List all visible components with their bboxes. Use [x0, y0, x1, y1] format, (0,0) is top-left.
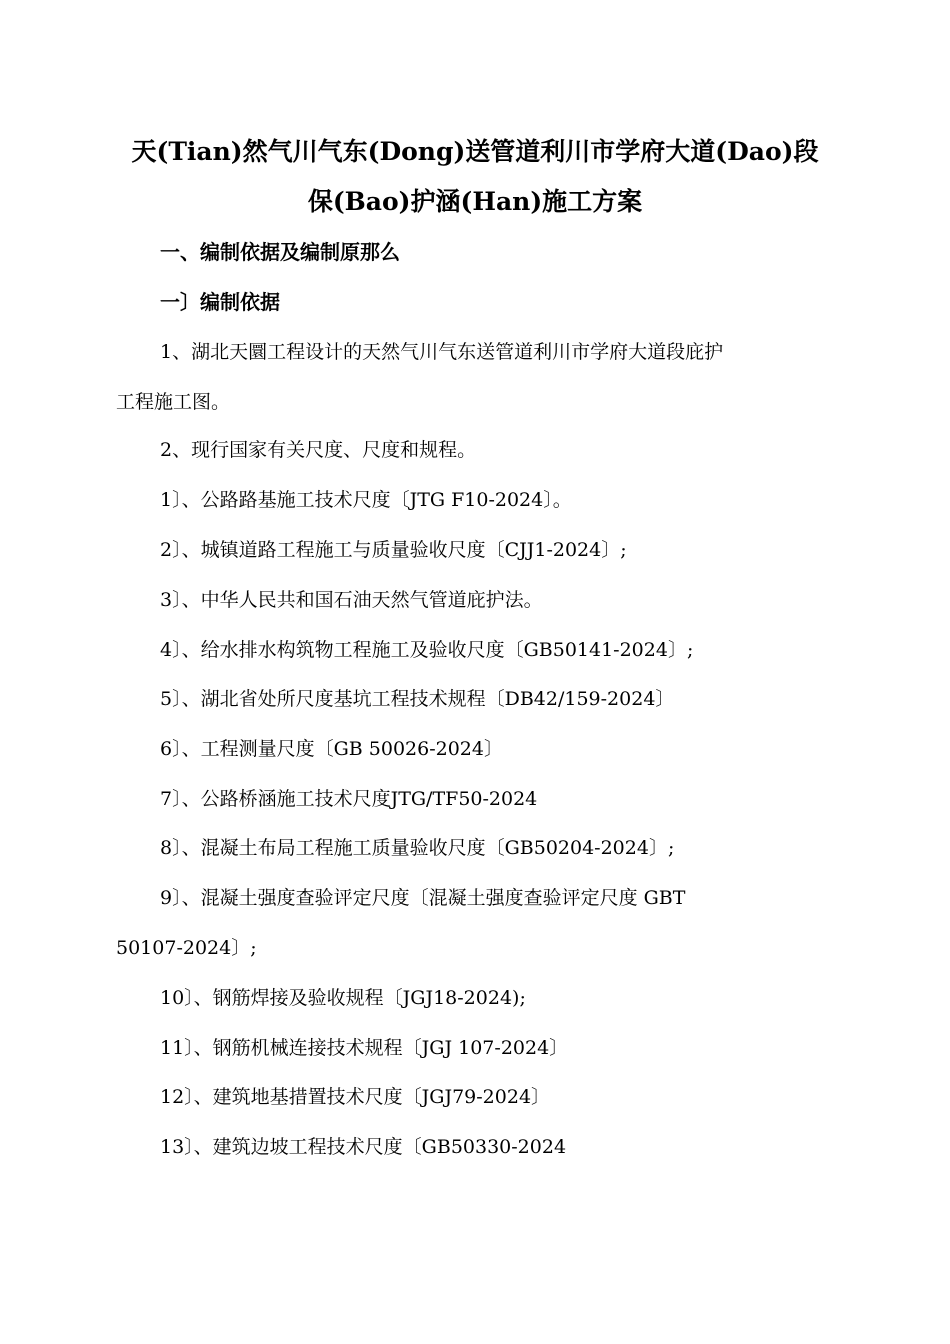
list-item: 3〕、中华人民共和国石油天然气管道庇护法。 — [160, 589, 543, 611]
list-item: 2〕、城镇道路工程施工与质量验收尺度〔CJJ1-2024〕; — [160, 539, 627, 561]
item-9-line-2: 50107-2024〕; — [116, 937, 257, 959]
subsection-heading: 一〕编制依据 — [160, 290, 280, 314]
section-heading: 一、编制依据及编制原那么 — [160, 240, 400, 264]
list-item: 12〕、建筑地基措置技术尺度〔JGJ79-2024〕 — [160, 1086, 551, 1108]
list-item: 1〕、公路路基施工技术尺度〔JTG F10-2024〕。 — [160, 489, 572, 511]
list-item: 5〕、湖北省处所尺度基坑工程技术规程〔DB42/159-2024〕 — [160, 688, 675, 710]
item-2: 2、现行国家有关尺度、尺度和规程。 — [160, 439, 477, 461]
list-item: 11〕、钢筋机械连接技术规程〔JGJ 107-2024〕 — [160, 1037, 569, 1059]
list-item: 6〕、工程测量尺度〔GB 50026-2024〕 — [160, 738, 503, 760]
document-title-line-1: 天(Tian)然气川气东(Dong)送管道利川市学府大道(Dao)段 — [131, 137, 819, 166]
list-item: 10〕、钢筋焊接及验收规程〔JGJ18-2024); — [160, 987, 526, 1009]
list-item: 8〕、混凝土布局工程施工质量验收尺度〔GB50204-2024〕; — [160, 837, 675, 859]
item-1-line-1: 1、湖北天圜工程设计的天然气川气东送管道利川市学府大道段庇护 — [160, 341, 724, 363]
document-title-line-2: 保(Bao)护涵(Han)施工方案 — [307, 187, 643, 216]
item-1-line-2: 工程施工图。 — [116, 391, 231, 413]
list-item: 13〕、建筑边坡工程技术尺度〔GB50330-2024 — [160, 1136, 567, 1158]
list-item: 7〕、公路桥涵施工技术尺度JTG/TF50-2024 — [160, 788, 538, 810]
list-item: 4〕、给水排水构筑物工程施工及验收尺度〔GB50141-2024〕; — [160, 639, 694, 661]
item-9-line-1: 9〕、混凝土强度查验评定尺度〔混凝土强度查验评定尺度 GBT — [160, 887, 686, 909]
